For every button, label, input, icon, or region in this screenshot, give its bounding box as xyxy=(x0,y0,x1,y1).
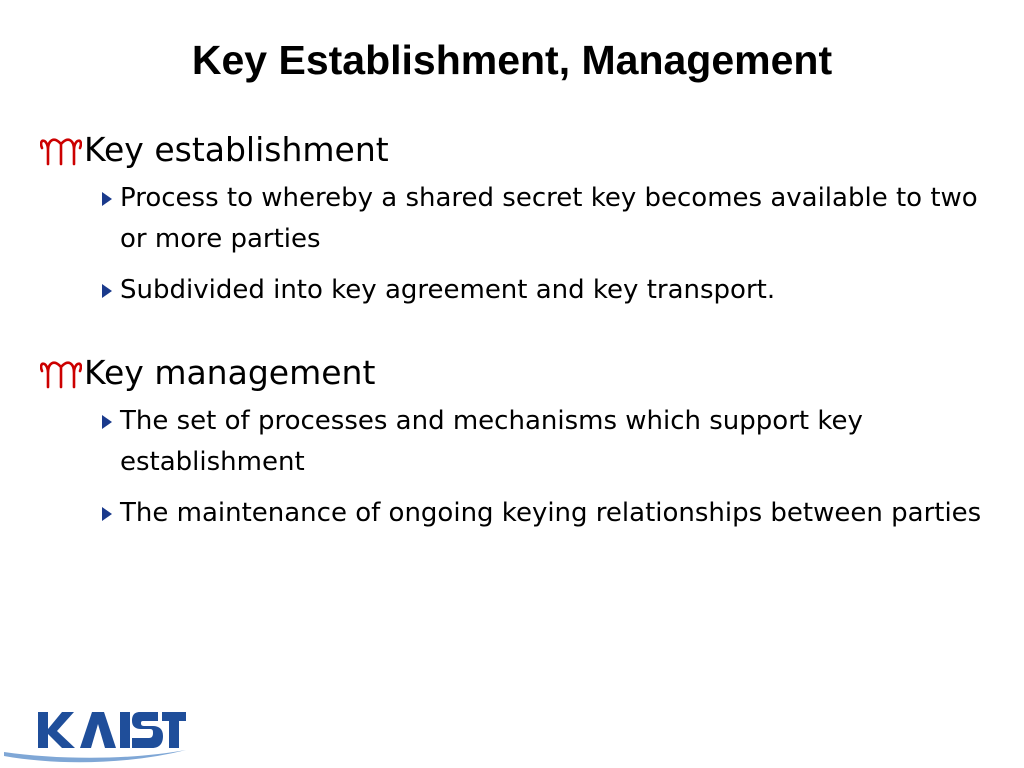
right-triangle-icon xyxy=(102,192,112,206)
section-heading: Key establishment xyxy=(84,130,389,169)
section-heading: Key management xyxy=(84,353,376,392)
section-key-establishment xyxy=(40,128,990,311)
sub-bullet-text: Subdivided into key agreement and key transport. xyxy=(120,275,776,305)
sub-bullet-list xyxy=(40,401,990,534)
right-triangle-icon xyxy=(102,284,112,298)
sub-bullet-text: Process to whereby a shared secret key becomes available to two or more parties xyxy=(120,183,978,254)
right-triangle-icon xyxy=(102,507,112,521)
sub-bullet-list xyxy=(40,178,990,311)
kaist-logo xyxy=(0,700,190,768)
aries-icon xyxy=(40,128,82,172)
sub-bullet-item xyxy=(40,401,990,483)
level1-bullet-item xyxy=(40,128,990,172)
sub-bullet-text: The set of processes and mechanisms which support key establishment xyxy=(120,406,863,477)
slide-content xyxy=(40,128,990,544)
section-key-management xyxy=(40,351,990,534)
slide-title: Key Establishment, Management xyxy=(191,37,833,83)
sub-bullet-item xyxy=(40,178,990,260)
sub-bullet-item xyxy=(40,493,990,534)
sub-bullet-text: The maintenance of ongoing keying relationships between parties xyxy=(120,498,982,528)
level1-bullet-item xyxy=(40,351,990,395)
right-triangle-icon xyxy=(102,415,112,429)
aries-icon xyxy=(40,351,82,395)
sub-bullet-item xyxy=(40,270,990,311)
